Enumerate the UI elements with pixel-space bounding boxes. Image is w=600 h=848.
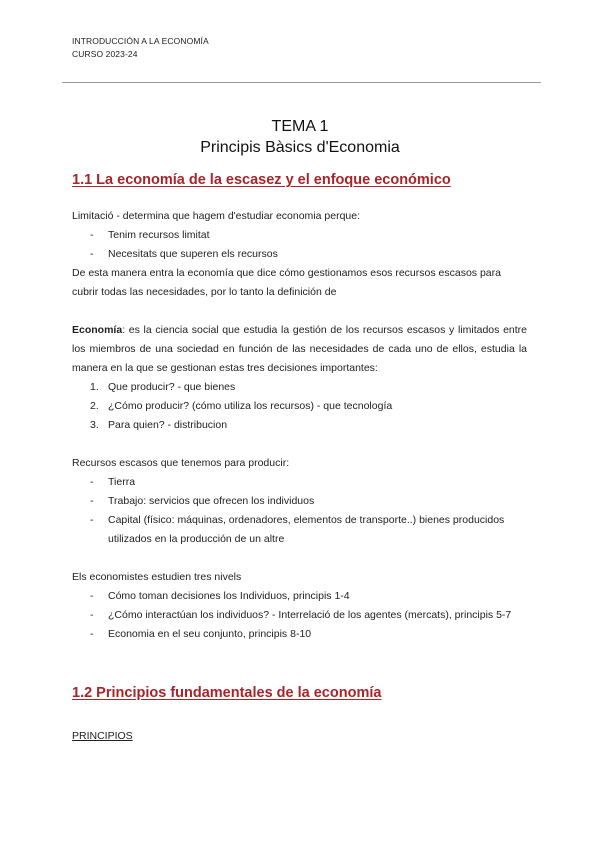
section-1-content [72, 207, 527, 644]
principles-subheading: PRINCIPIOS [72, 730, 133, 742]
course-year: CURSO 2023-24 [72, 49, 138, 59]
list-item: - Tenim recursos limitat [72, 226, 527, 245]
economy-paragraph: De esta manera entra la economía que dice cómo gestionamos esos recursos escasos para cubrir todas las necesidades, por lo tanto la definición de [72, 267, 501, 298]
reasons-list [72, 226, 527, 264]
list-item: - Tierra [72, 473, 527, 492]
section-1-heading: 1.1 La economía de la escasez y el enfoque económico [72, 172, 451, 188]
list-item: 3. Para quien? - distribucion [90, 419, 228, 431]
course-title: INTRODUCCIÓN A LA ECONOMÍA [72, 36, 209, 46]
header-divider [62, 82, 541, 83]
topic-number: TEMA 1 [271, 118, 329, 135]
bullet-dash: - [90, 248, 94, 260]
levels-list [72, 587, 527, 644]
levels-intro: Els economistes estudien tres nivels [72, 571, 242, 583]
page-header [72, 35, 209, 61]
list-item: - ¿Cómo interactúan los individuos? - Interrelació de los agentes (mercats), principis 5-7 [72, 606, 527, 625]
resources-list [72, 473, 527, 549]
bullet-dash: - [90, 229, 94, 241]
list-item: - Cómo toman decisiones los Individuos, principis 1-4 [72, 587, 527, 606]
section-2-heading: 1.2 Principios fundamentales de la economía [72, 685, 382, 701]
list-item: - Necesitats que superen els recursos [72, 245, 527, 264]
document-title [0, 116, 600, 158]
resources-intro: Recursos escasos que tenemos para producir: [72, 457, 290, 469]
bullet-dash: - [90, 514, 94, 526]
list-item: - Trabajo: servicios que ofrecen los individuos [72, 492, 527, 511]
limitation-intro: Limitació - determina que hagem d'estudiar economia perque: [72, 210, 361, 222]
list-item: - Capital (físico: máquinas, ordenadores, elementos de transporte..) bienes producidos utilizados en la producción de un altre [72, 511, 527, 549]
definition-term: Economía [72, 324, 123, 336]
bullet-dash: - [90, 590, 94, 602]
bullet-dash: - [90, 495, 94, 507]
topic-title: Principis Bàsics d'Economia [200, 139, 400, 156]
bullet-dash: - [90, 476, 94, 488]
decisions-list [72, 378, 527, 435]
economy-definition [72, 321, 527, 378]
list-item: 1. Que producir? - que bienes [90, 381, 236, 393]
list-item: - Economia en el seu conjunto, principis 8-10 [72, 625, 527, 644]
definition-text: : es la ciencia social que estudia la gestión de los recursos escasos y limitados entre los miembros de una sociedad en función de las necesidades de cada uno de ellos, estudia la manera en la que se gestionan estas tres decisiones importantes: [72, 324, 527, 374]
bullet-dash: - [90, 628, 94, 640]
list-item: 2. ¿Cómo producir? (cómo utiliza los recursos) - que tecnología [90, 400, 393, 412]
bullet-dash: - [90, 609, 94, 621]
